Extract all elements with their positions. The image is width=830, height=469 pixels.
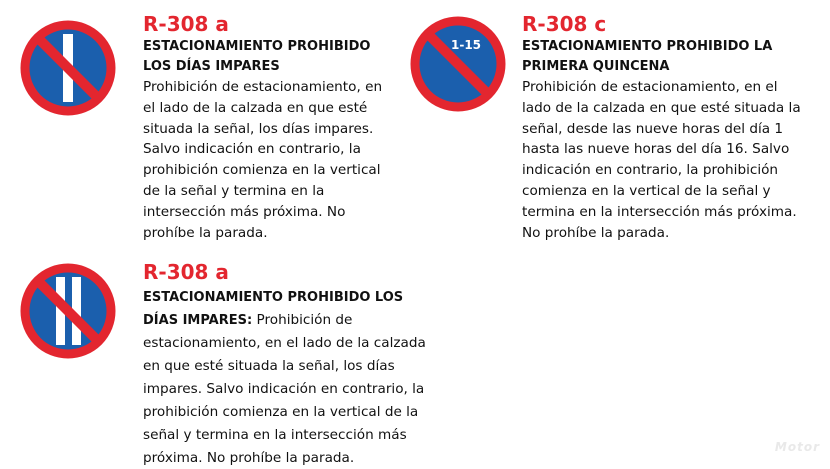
entry-r308c-first-fortnight <box>522 12 822 243</box>
sign-description: Prohibición de estacionamiento, en el lado de la calzada en que esté situada la señal, los días impares. Salvo indicación en contrario, la prohibición comienza en la vertical de la señal y termina en la intersección más próxima. No prohíbe la parada. <box>143 79 383 241</box>
sign-title: ESTACIONAMIENTO PROHIBIDO LOS DÍAS IMPARES <box>143 39 371 74</box>
sign-text: 1-15 <box>450 38 482 52</box>
sign-description: Prohibición de estacionamiento, en el lado de la calzada en que esté situada la señal, desde las nueve horas del día 1 hasta las nueve horas del día 16. Salvo indicación en contrario, la prohibición comienza en la vertical de la señal y termina en la intersección más próxima. No prohíbe la parada. <box>522 79 801 241</box>
sign-code: R-308 c <box>522 12 607 36</box>
no-parking-odd-days-sign-icon <box>20 20 116 116</box>
sign-code: R-308 a <box>143 12 229 36</box>
watermark-logo: Motor <box>774 440 820 454</box>
sign-title-and-description: ESTACIONAMIENTO PROHIBIDO LOS DÍAS IMPARES: Prohibición de estacionamiento, en el lado de la calzada en que esté situada la señal, los días impares. Salvo indicación en contrario, la prohibición comienza en la vertical de la señal y termina en la intersección más próxima. No prohíbe la parada. <box>143 290 426 466</box>
sign-code: R-308 a <box>143 260 229 284</box>
entry-r308a-even-days <box>143 260 443 469</box>
no-parking-first-fortnight-sign-icon <box>410 16 506 112</box>
sign-title: ESTACIONAMIENTO PROHIBIDO LA PRIMERA QUINCENA <box>522 39 773 74</box>
entry-r308a-odd-days <box>143 12 408 243</box>
no-parking-even-days-sign-icon <box>20 263 116 359</box>
